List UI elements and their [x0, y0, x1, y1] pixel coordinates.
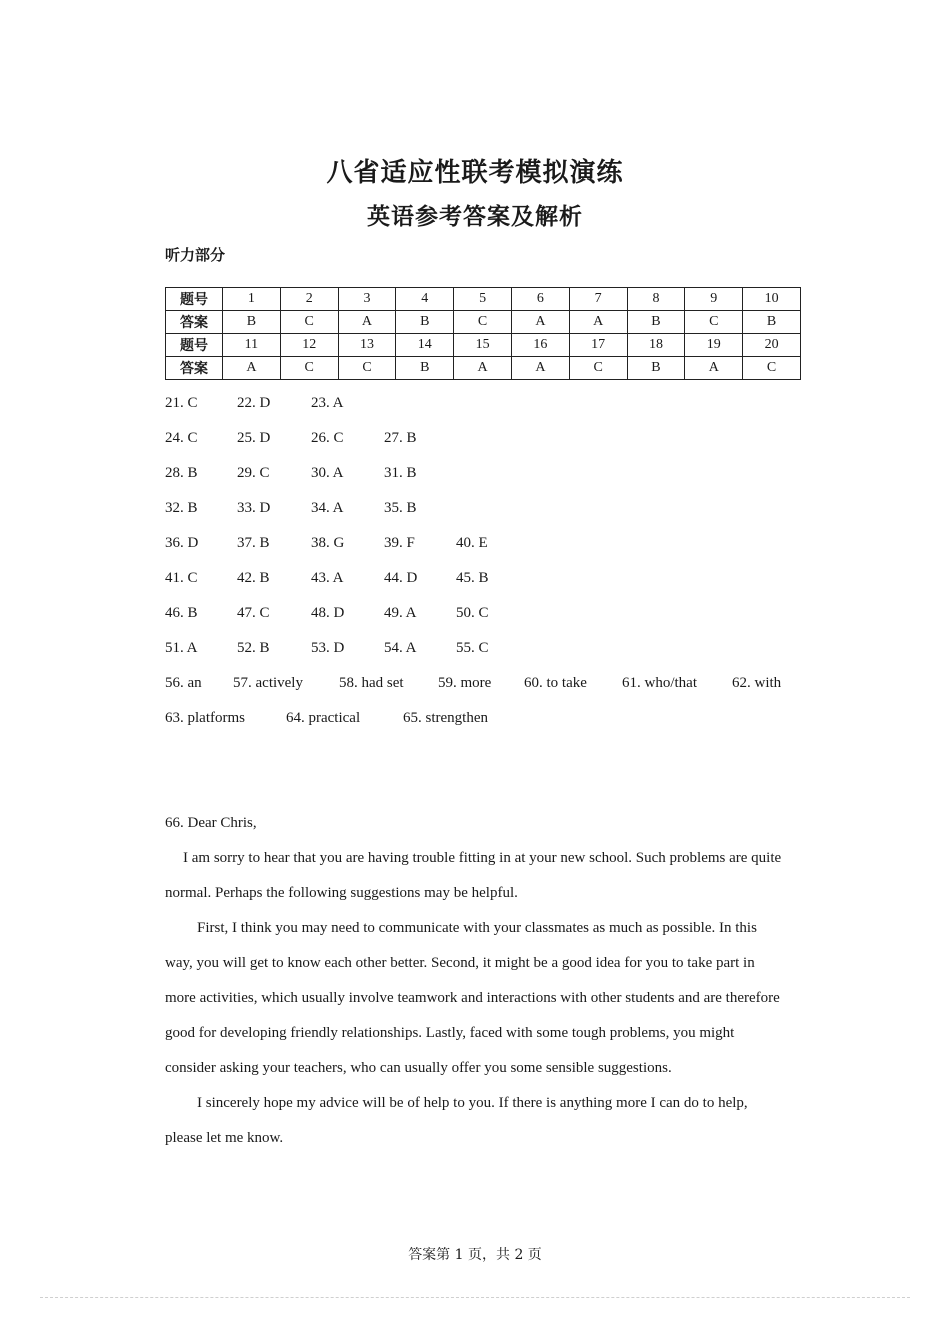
table-row-questions-1: [166, 288, 801, 311]
table-cell: B: [627, 357, 685, 380]
answer-item: 56. an: [165, 675, 202, 691]
letter-paragraph-3: I sincerely hope my advice will be of help to you. If there is anything more I can do to help, please let me know.: [165, 1095, 748, 1146]
table-row-questions-2: [166, 334, 801, 357]
table-cell: 11: [223, 334, 281, 357]
table-cell: C: [280, 357, 338, 380]
answer-item: 51. A: [165, 640, 198, 656]
answer-item: 64. practical: [286, 710, 361, 726]
answer-item: 31. B: [384, 465, 417, 481]
table-cell: B: [627, 311, 685, 334]
table-cell: 13: [338, 334, 396, 357]
answer-item: 62. with: [732, 675, 782, 691]
page-footer: 答案第 1 页，共 2 页: [408, 1247, 542, 1263]
table-cell: 4: [396, 288, 454, 311]
answer-item: 54. A: [384, 640, 417, 656]
answer-item: 39. F: [384, 535, 415, 551]
answer-item: 23. A: [311, 395, 344, 411]
table-cell: B: [223, 311, 281, 334]
answer-item: 21. C: [165, 395, 198, 411]
answer-item: 63. platforms: [165, 710, 245, 726]
answer-item: 43. A: [311, 570, 344, 586]
answer-label: 答案: [166, 357, 223, 380]
answer-label: 答案: [166, 311, 223, 334]
table-cell: 9: [685, 288, 743, 311]
answer-item: 46. B: [165, 605, 198, 621]
answer-item: 42. B: [237, 570, 270, 586]
table-cell: A: [454, 357, 512, 380]
table-cell: 7: [569, 288, 627, 311]
table-cell: C: [685, 311, 743, 334]
answer-item: 60. to take: [524, 675, 587, 691]
answer-item: 41. C: [165, 570, 198, 586]
scan-edge-divider: [40, 1297, 910, 1298]
answer-item: 58. had set: [339, 675, 404, 691]
listening-answer-table: [165, 287, 801, 380]
question-label: 题号: [166, 288, 223, 311]
answer-item: 34. A: [311, 500, 344, 516]
table-cell: C: [569, 357, 627, 380]
table-cell: 2: [280, 288, 338, 311]
letter-paragraph-2: First, I think you may need to communicate with your classmates as much as possible. In this way, you will get to know each other better. Second, it might be a good idea for you to take part in more activities, which usually involve teamwork and interactions with other students and are therefore good for developing friendly relationships. Lastly, faced with some tough problems, you might consider asking your teachers, who can usually offer you some sensible suggestions.: [165, 920, 780, 1076]
table-cell: 12: [280, 334, 338, 357]
table-cell: 16: [511, 334, 569, 357]
table-cell: 6: [511, 288, 569, 311]
letter-salutation: 66. Dear Chris,: [165, 815, 257, 831]
answer-item: 59. more: [438, 675, 492, 691]
answer-item: 50. C: [456, 605, 489, 621]
table-cell: 10: [743, 288, 801, 311]
table-cell: C: [743, 357, 801, 380]
table-cell: C: [338, 357, 396, 380]
table-cell: 8: [627, 288, 685, 311]
answer-item: 25. D: [237, 430, 271, 446]
answer-item: 47. C: [237, 605, 270, 621]
table-cell: A: [511, 357, 569, 380]
table-row-answers-1: [166, 311, 801, 334]
table-cell: 18: [627, 334, 685, 357]
answer-item: 65. strengthen: [403, 710, 488, 726]
answer-item: 22. D: [237, 395, 271, 411]
table-cell: 19: [685, 334, 743, 357]
answer-item: 49. A: [384, 605, 417, 621]
table-cell: B: [396, 357, 454, 380]
answer-item: 40. E: [456, 535, 488, 551]
table-row-answers-2: [166, 357, 801, 380]
answer-item: 57. actively: [233, 675, 303, 691]
table-cell: C: [280, 311, 338, 334]
table-cell: A: [223, 357, 281, 380]
table-cell: A: [569, 311, 627, 334]
answer-item: 52. B: [237, 640, 270, 656]
table-cell: 15: [454, 334, 512, 357]
table-cell: 5: [454, 288, 512, 311]
answer-item: 24. C: [165, 430, 198, 446]
answer-item: 37. B: [237, 535, 270, 551]
table-cell: 20: [743, 334, 801, 357]
answer-item: 61. who/that: [622, 675, 697, 691]
answer-item: 53. D: [311, 640, 345, 656]
answer-item: 44. D: [384, 570, 418, 586]
answer-item: 33. D: [237, 500, 271, 516]
answer-item: 29. C: [237, 465, 270, 481]
table-cell: 14: [396, 334, 454, 357]
table-cell: A: [338, 311, 396, 334]
answer-item: 35. B: [384, 500, 417, 516]
letter-paragraph-1: I am sorry to hear that you are having trouble fitting in at your new school. Such problems are quite normal. Perhaps the following suggestions may be helpful.: [165, 850, 782, 901]
table-cell: A: [511, 311, 569, 334]
section-label-listening: 听力部分: [165, 246, 226, 264]
answer-item: 55. C: [456, 640, 489, 656]
table-cell: C: [454, 311, 512, 334]
table-cell: B: [743, 311, 801, 334]
answer-item: 32. B: [165, 500, 198, 516]
answer-item: 45. B: [456, 570, 489, 586]
table-cell: 17: [569, 334, 627, 357]
table-cell: 1: [223, 288, 281, 311]
answer-item: 36. D: [165, 535, 199, 551]
answer-item: 30. A: [311, 465, 344, 481]
table-cell: 3: [338, 288, 396, 311]
answer-item: 48. D: [311, 605, 345, 621]
answer-item: 28. B: [165, 465, 198, 481]
answer-item: 26. C: [311, 430, 344, 446]
table-cell: B: [396, 311, 454, 334]
table-cell: A: [685, 357, 743, 380]
document-subtitle: 英语参考答案及解析: [367, 203, 583, 230]
question-label: 题号: [166, 334, 223, 357]
answer-item: 27. B: [384, 430, 417, 446]
answer-item: 38. G: [311, 535, 345, 551]
document-title: 八省适应性联考模拟演练: [326, 158, 624, 188]
